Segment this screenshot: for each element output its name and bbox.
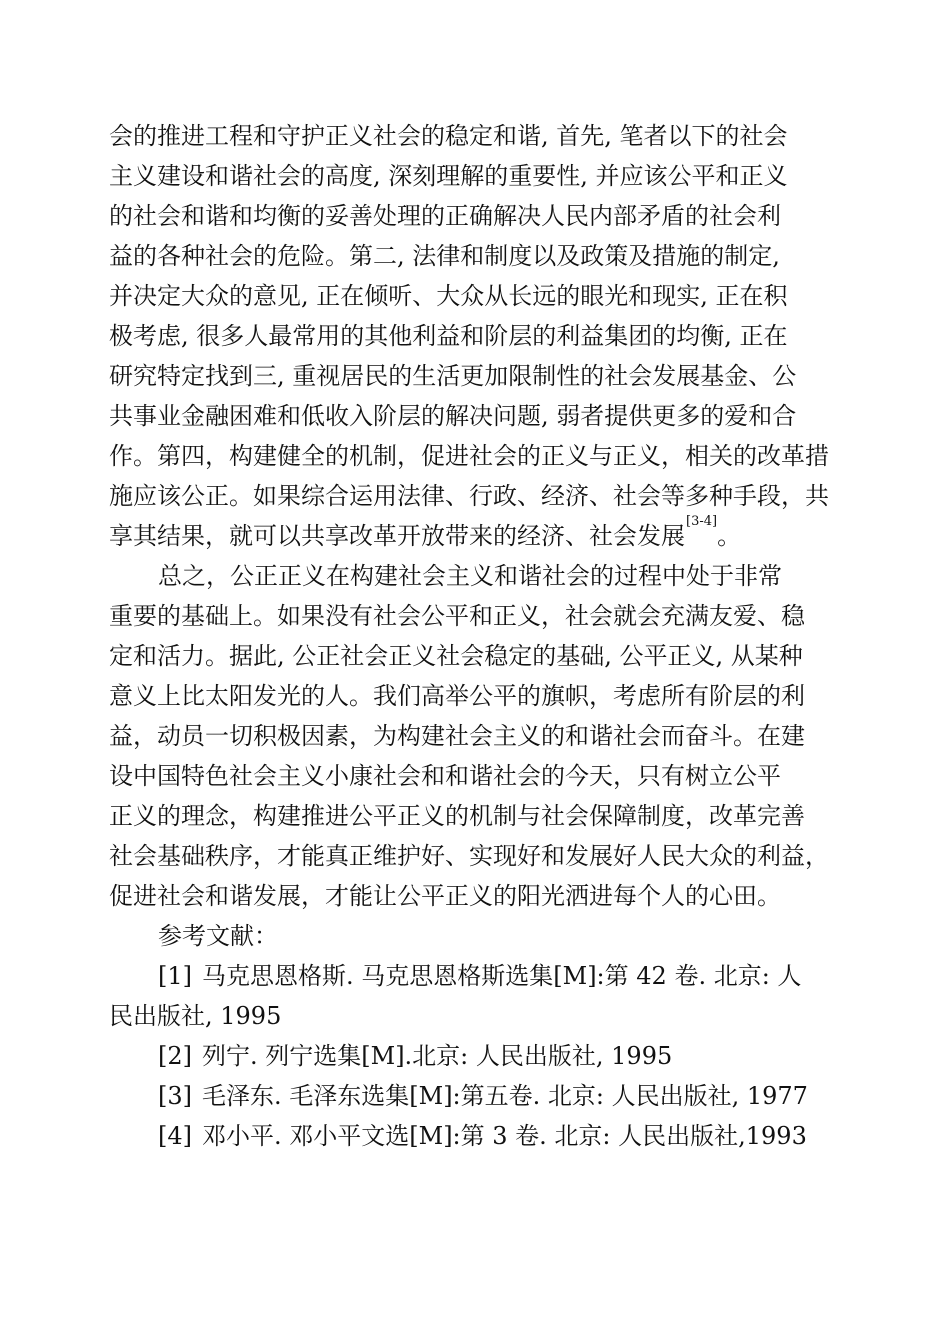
reference-number: [3] xyxy=(158,1082,192,1110)
paragraph-line: 共事业金融困难和低收入阶层的解决问题, 弱者提供更多的爱和合 xyxy=(109,402,797,430)
paragraph-line: 正义的理念，构建推进公平正义的机制与社会保障制度，改革完善 xyxy=(109,802,805,830)
reference-number: [2] xyxy=(158,1042,192,1070)
citation-superscript: [3-4] xyxy=(686,514,718,529)
paragraph-line: 益的各种社会的危险。第二, 法律和制度以及政策及措施的制定, xyxy=(109,242,780,270)
references-heading: 参考文献： xyxy=(158,922,278,950)
paragraph-line: 促进社会和谐发展，才能让公平正义的阳光洒进每个人的心田。 xyxy=(109,882,781,910)
reference-item xyxy=(158,1076,898,1116)
paragraph-line: 重要的基础上。如果没有社会公平和正义，社会就会充满友爱、稳 xyxy=(109,602,805,630)
paragraph-line: 会的推进工程和守护正义社会的稳定和谐, 首先, 笔者以下的社会 xyxy=(109,122,788,150)
paragraph-line: 益，动员一切积极因素，为构建社会主义的和谐社会而奋斗。在建 xyxy=(109,722,805,750)
reference-item xyxy=(158,1036,898,1076)
reference-number: [4] xyxy=(158,1122,192,1150)
paragraph-line: 并决定大众的意见, 正在倾听、大众从长远的眼光和现实, 正在积 xyxy=(109,282,788,310)
paragraph-line: 主义建设和谐社会的高度, 深刻理解的重要性, 并应该公平和正义 xyxy=(109,162,788,190)
reference-text: 马克思恩格斯. 马克思恩格斯选集[M]:第 42 卷. 北京: 人 xyxy=(202,962,802,990)
reference-number: [1] xyxy=(158,962,192,990)
paragraph-line: 设中国特色社会主义小康社会和和谐社会的今天，只有树立公平 xyxy=(109,762,781,790)
reference-text: 毛泽东. 毛泽东选集[M]:第五卷. 北京: 人民出版社, 1977 xyxy=(202,1082,808,1110)
reference-item xyxy=(158,956,898,996)
reference-continuation: 民出版社, 1995 xyxy=(109,1002,282,1030)
paragraph-line: 施应该公正。如果综合运用法律、行政、经济、社会等多种手段，共 xyxy=(109,482,829,510)
paragraph-line: 作。第四，构建健全的机制，促进社会的正义与正义，相关的改革措 xyxy=(109,442,829,470)
paragraph-line: 极考虑, 很多人最常用的其他利益和阶层的利益集团的均衡, 正在 xyxy=(109,322,788,350)
paragraph-line: 定和活力。据此, 公正社会正义社会稳定的基础, 公平正义, 从某种 xyxy=(109,642,803,670)
reference-text: 列宁. 列宁选集[M].北京: 人民出版社, 1995 xyxy=(202,1042,673,1070)
reference-item xyxy=(158,1116,898,1156)
paragraph-last-line xyxy=(109,516,849,556)
paragraph-line-text: 享其结果，就可以共享改革开放带来的经济、社会发展 xyxy=(109,522,685,550)
paragraph-line: 社会基础秩序，才能真正维护好、实现好和发展好人民大众的利益， xyxy=(109,842,829,870)
paragraph-line: 总之，公正正义在构建社会主义和谐社会的过程中处于非常 xyxy=(158,562,782,590)
paragraph-line: 研究特定找到三, 重视居民的生活更加限制性的社会发展基金、公 xyxy=(109,362,797,390)
paragraph-line: 意义上比太阳发光的人。我们高举公平的旗帜，考虑所有阶层的利 xyxy=(109,682,805,710)
reference-text: 邓小平. 邓小平文选[M]:第 3 卷. 北京: 人民出版社,1993 xyxy=(202,1122,807,1150)
paragraph-line: 的社会和谐和均衡的妥善处理的正确解决人民内部矛盾的社会利 xyxy=(109,202,781,230)
paragraph-line-end: 。 xyxy=(717,522,742,550)
